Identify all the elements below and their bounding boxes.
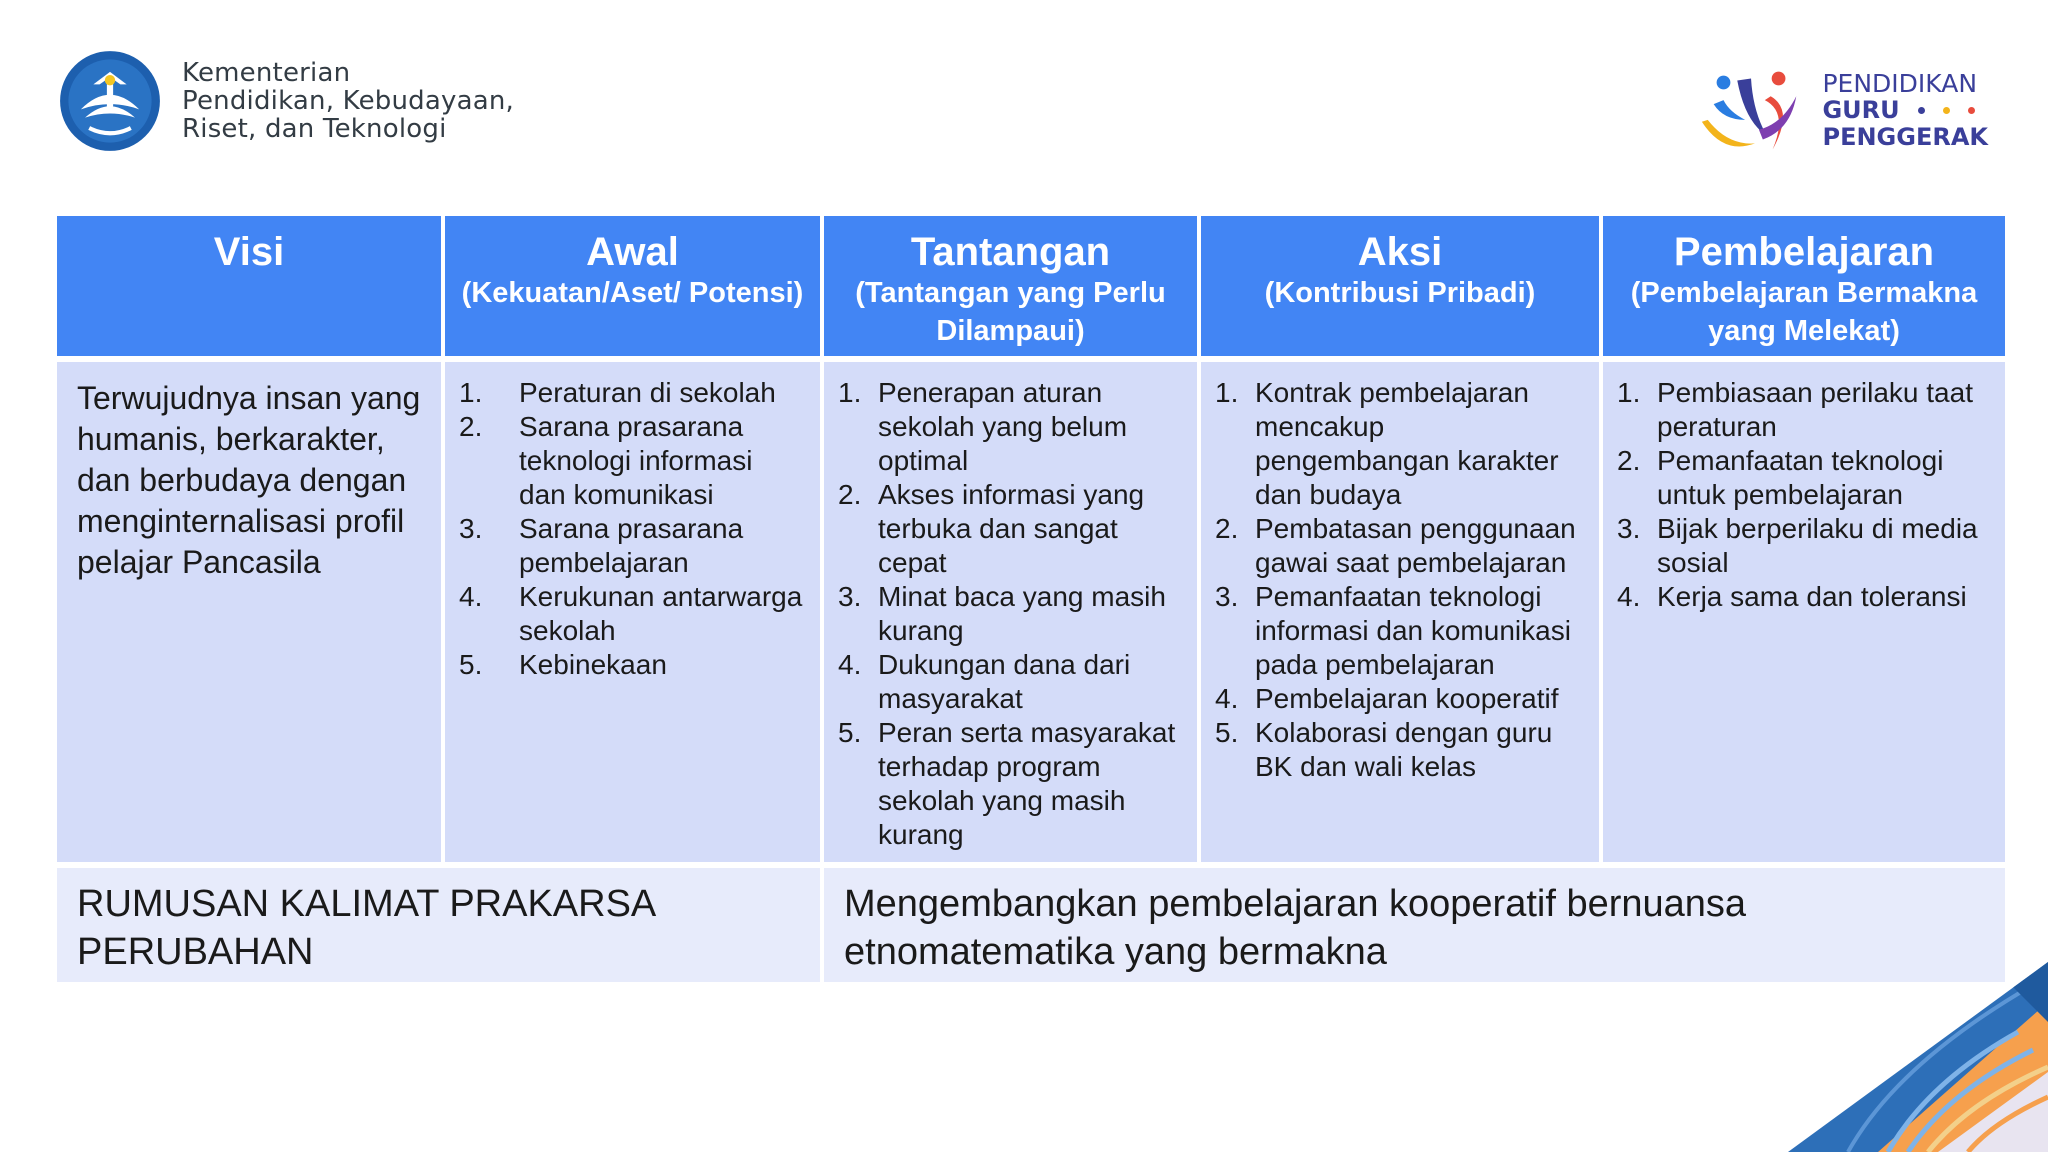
list-item-number: 5. [838, 717, 862, 748]
list-item-number: 2. [1617, 445, 1641, 476]
guru-penggerak-logo-icon [1694, 60, 1812, 160]
list-item-text: Dukungan dana dari masyarakat [878, 649, 1131, 714]
column-subtitle: (Kekuatan/Aset/ Potensi) [461, 277, 804, 309]
list-item-number: 4. [1617, 581, 1641, 612]
list-item [1617, 580, 1991, 614]
column-subtitle: (Pembelajaran Bermakna yang Melekat) [1630, 277, 1978, 347]
list-item-text: Kontrak pembelajaran mencakup pengembangan karakter dan budaya [1255, 377, 1559, 510]
list-item-text: Pemanfaatan teknologi informasi dan komunikasi pada pembelajaran [1255, 581, 1571, 680]
column-subtitle: (Kontribusi Pribadi) [1264, 277, 1536, 309]
list-item-text: Sarana prasarana pembelajaran [519, 513, 744, 578]
list-item [838, 478, 1183, 580]
list-item-number: 3. [1215, 581, 1239, 612]
list-item-number: 3. [459, 513, 483, 544]
header-aksi [1201, 216, 1599, 356]
program-name-line: PENDIDIKAN [1822, 68, 1978, 98]
list-item [838, 580, 1183, 648]
aksi-list [1215, 376, 1585, 784]
header-pembelajaran [1603, 216, 2005, 356]
list-item [1215, 512, 1585, 580]
list-item [459, 648, 806, 682]
list-item-text: Akses informasi yang terbuka dan sangat cepat [878, 479, 1145, 578]
list-item-number: 2. [1215, 513, 1239, 544]
list-item [1215, 376, 1585, 512]
list-item-number: 4. [459, 581, 483, 612]
ministry-name [182, 59, 514, 143]
list-item [459, 580, 806, 648]
decorative-dots [1918, 107, 1975, 114]
list-item-number: 1. [459, 377, 483, 408]
column-title: Awal [586, 230, 679, 274]
list-item-number: 2. [459, 411, 483, 442]
list-item-text: Pembiasaan perilaku taat peraturan [1657, 377, 1973, 442]
list-item [1617, 512, 1991, 580]
list-item-text: Kerukunan antarwarga sekolah [519, 581, 803, 646]
list-item [838, 376, 1183, 478]
list-item-number: 1. [1215, 377, 1239, 408]
list-item-number: 3. [838, 581, 862, 612]
dot-icon [1918, 107, 1925, 114]
ministry-name-line: Pendidikan, Kebudayaan, [182, 86, 514, 116]
list-item-text: Pembelajaran kooperatif [1255, 683, 1559, 714]
header-visi [57, 216, 441, 356]
list-item-number: 1. [838, 377, 862, 408]
list-item-number: 3. [1617, 513, 1641, 544]
list-item [459, 376, 806, 410]
list-item-number: 5. [459, 649, 483, 680]
column-subtitle: (Tantangan yang Perlu Dilampaui) [855, 277, 1166, 347]
ministry-name-line: Riset, dan Teknologi [182, 114, 447, 144]
change-plan-table [57, 216, 1997, 982]
decorative-corner-pattern-icon [1788, 962, 2048, 1152]
cell-aksi [1201, 362, 1599, 862]
list-item-text: Kerja sama dan toleransi [1657, 581, 1967, 612]
prakarsa-statement: Mengembangkan pembelajaran kooperatif bernuansa etnomatematika yang bermakna [824, 868, 2005, 982]
list-item-text: Bijak berperilaku di media sosial [1657, 513, 1978, 578]
list-item-text: Peraturan di sekolah [519, 377, 776, 408]
program-name-line: GURU [1822, 95, 1900, 124]
program-name [1822, 70, 1988, 151]
program-name-line-with-dots [1822, 97, 1988, 124]
list-item [459, 410, 806, 512]
list-item [1215, 716, 1585, 784]
header-tantangan [824, 216, 1197, 356]
list-item [1215, 580, 1585, 682]
awal-list [459, 376, 806, 682]
list-item-text: Kebinekaan [519, 649, 667, 680]
ministry-logo-group [58, 50, 514, 152]
list-item-number: 5. [1215, 717, 1239, 748]
ministry-name-line: Kementerian [182, 58, 351, 88]
tut-wuri-handayani-logo-icon [58, 49, 162, 153]
list-item-text: Minat baca yang masih kurang [878, 581, 1166, 646]
list-item-text: Penerapan aturan sekolah yang belum optimal [878, 377, 1128, 476]
visi-statement: Terwujudnya insan yang humanis, berkarakter, dan berbudaya dengan menginternalisasi profil pelajar Pancasila [77, 380, 421, 580]
list-item [459, 512, 806, 580]
tantangan-list [838, 376, 1183, 852]
list-item-number: 4. [838, 649, 862, 680]
pembelajaran-list [1617, 376, 1991, 614]
header-awal [445, 216, 820, 356]
list-item-number: 4. [1215, 683, 1239, 714]
cell-pembelajaran [1603, 362, 2005, 862]
list-item-text: Peran serta masyarakat terhadap program sekolah yang masih kurang [878, 717, 1176, 850]
list-item [1617, 444, 1991, 512]
cell-awal [445, 362, 820, 862]
list-item-number: 2. [838, 479, 862, 510]
list-item [838, 648, 1183, 716]
list-item-number: 1. [1617, 377, 1641, 408]
list-item-text: Sarana prasarana teknologi informasi dan komunikasi [519, 411, 753, 510]
dot-icon [1943, 107, 1950, 114]
column-title: Tantangan [910, 230, 1111, 274]
dot-icon [1968, 107, 1975, 114]
list-item [1215, 682, 1585, 716]
column-title: Visi [213, 230, 285, 274]
cell-visi [57, 362, 441, 862]
program-logo-group [1694, 58, 1988, 162]
column-title: Pembelajaran [1673, 230, 1935, 274]
list-item-text: Kolaborasi dengan guru BK dan wali kelas [1255, 717, 1553, 782]
list-item-text: Pembatasan penggunaan gawai saat pembelajaran [1255, 513, 1576, 578]
list-item [1617, 376, 1991, 444]
cell-tantangan [824, 362, 1197, 862]
program-name-line: PENGGERAK [1822, 122, 1988, 151]
column-title: Aksi [1357, 230, 1443, 274]
prakarsa-label: RUMUSAN KALIMAT PRAKARSA PERUBAHAN [57, 868, 820, 982]
list-item-text: Pemanfaatan teknologi untuk pembelajaran [1657, 445, 1944, 510]
list-item [838, 716, 1183, 852]
